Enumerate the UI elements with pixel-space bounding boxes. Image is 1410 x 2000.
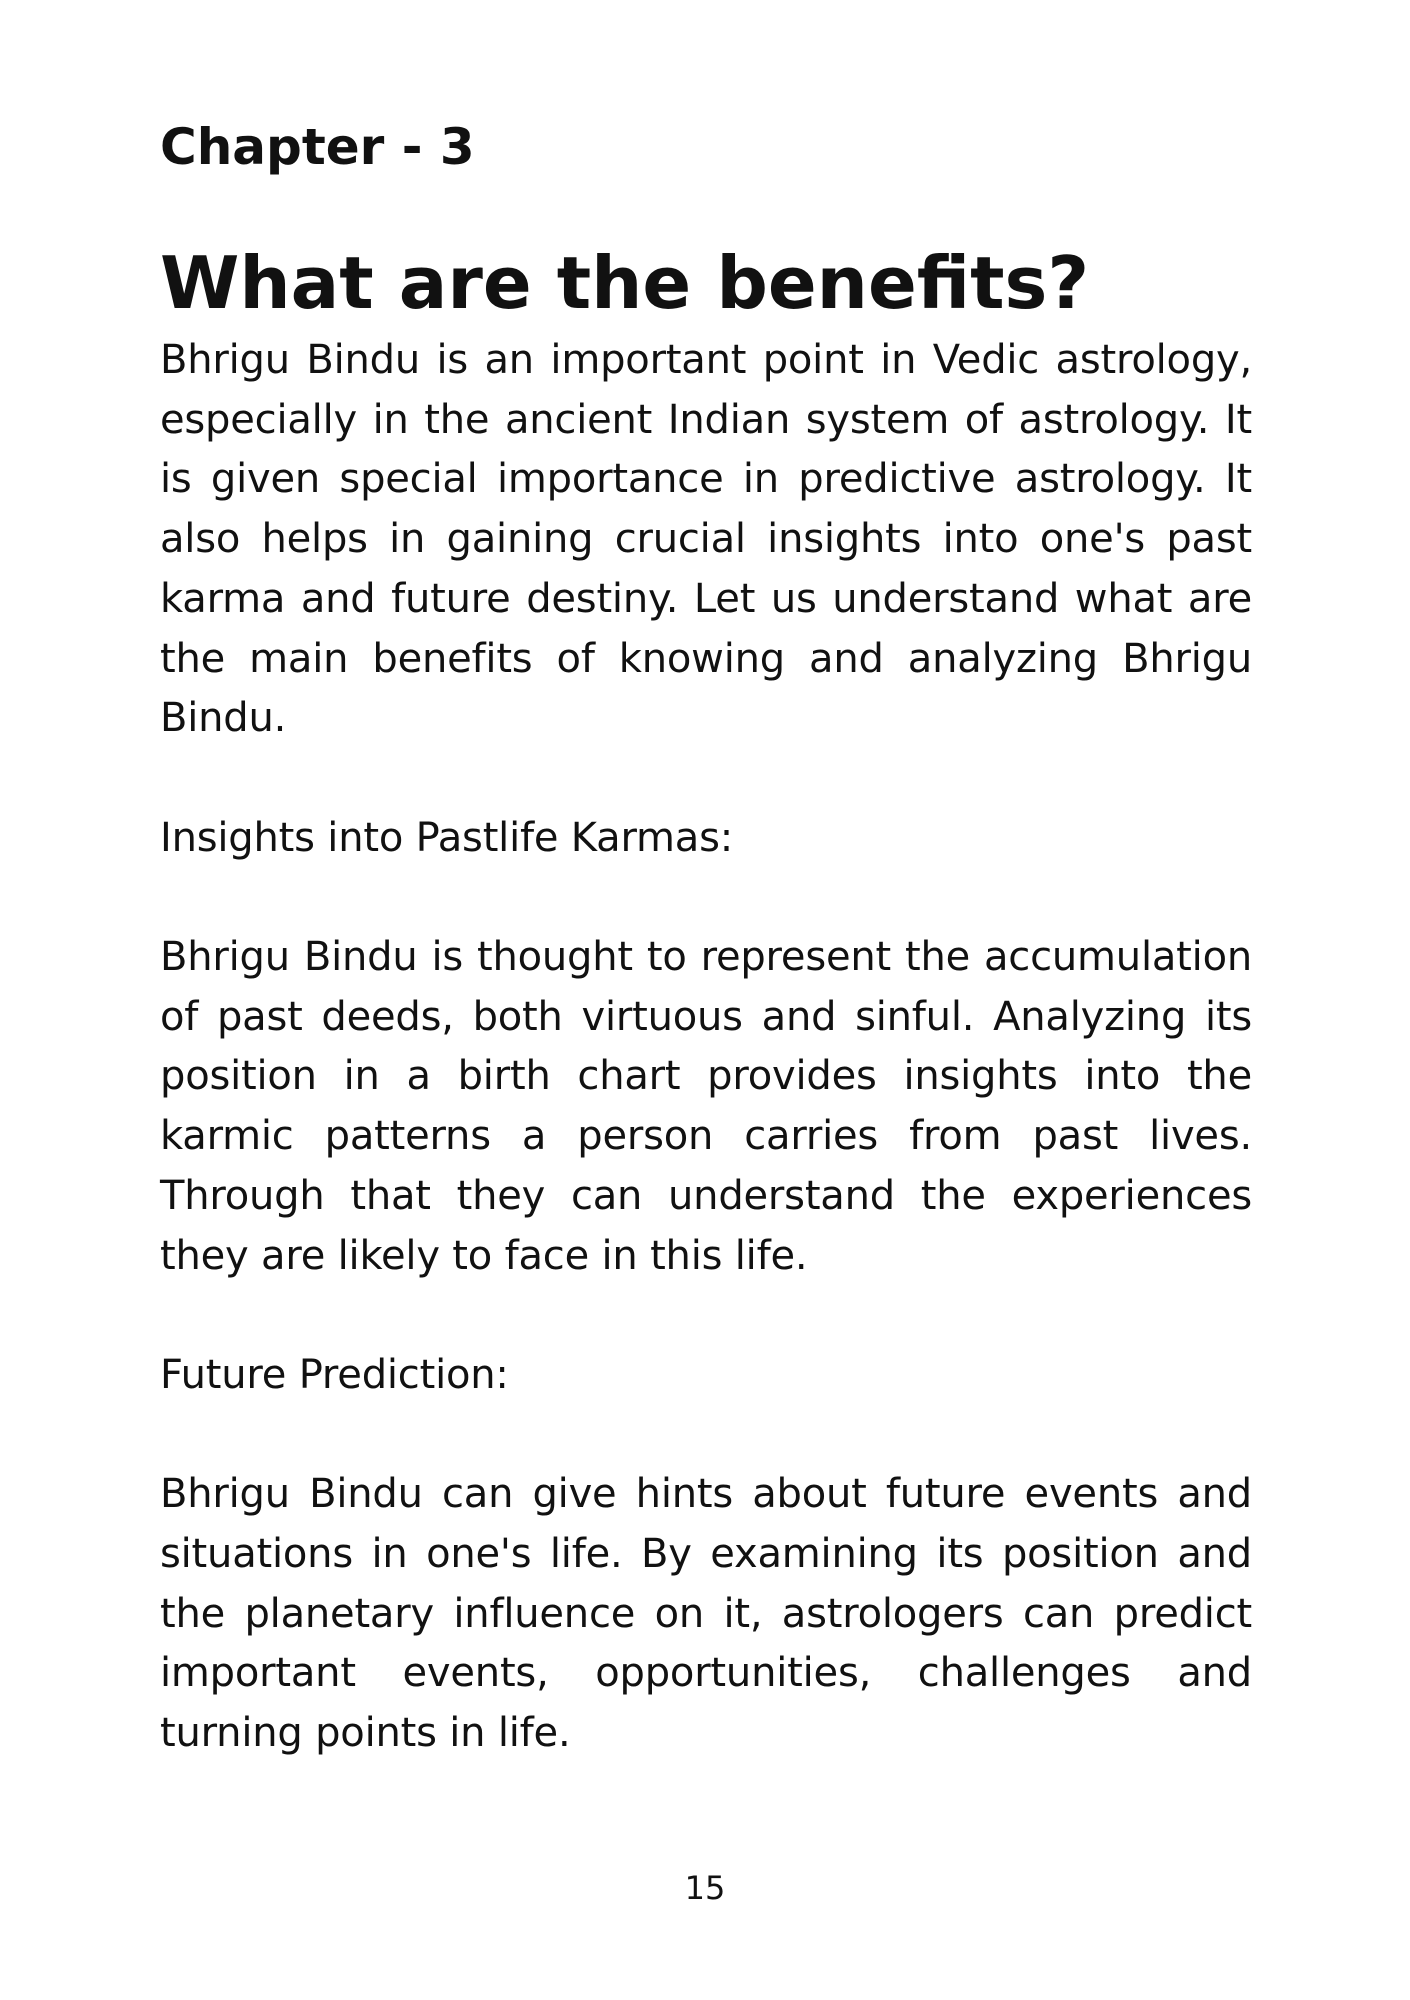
- future-prediction-paragraph: Bhrigu Bindu can give hints about future events and situations in one's life. By examining its position and the planetary influence on it, astrologers can predict important events, opportunities, challenges and turning points in life.: [160, 1471, 1252, 1757]
- pastlife-karmas-paragraph: Bhrigu Bindu is thought to represent the accumulation of past deeds, both virtuous and sinful. Analyzing its position in a birth chart provides insights into the karmic patterns a person carries from past lives. Through that they can understand the experiences they are likely to face in this life.: [160, 934, 1252, 1279]
- body-text: [160, 331, 1252, 1764]
- intro-paragraph: Bhrigu Bindu is an important point in Vedic astrology, especially in the ancient Indian system of astrology. It is given special importance in predictive astrology. It also helps in gaining crucial insights into one's past karma and future destiny. Let us understand what are the main benefits of knowing and analyzing Bhrigu Bindu.: [160, 337, 1252, 742]
- section-heading-pastlife-karmas: Insights into Pastlife Karmas:: [160, 814, 733, 861]
- page-title: What are the benefits?: [160, 241, 1090, 325]
- chapter-label: Chapter - 3: [160, 118, 475, 176]
- page-number: 15: [684, 1869, 726, 1907]
- section-heading-future-prediction: Future Prediction:: [160, 1351, 509, 1398]
